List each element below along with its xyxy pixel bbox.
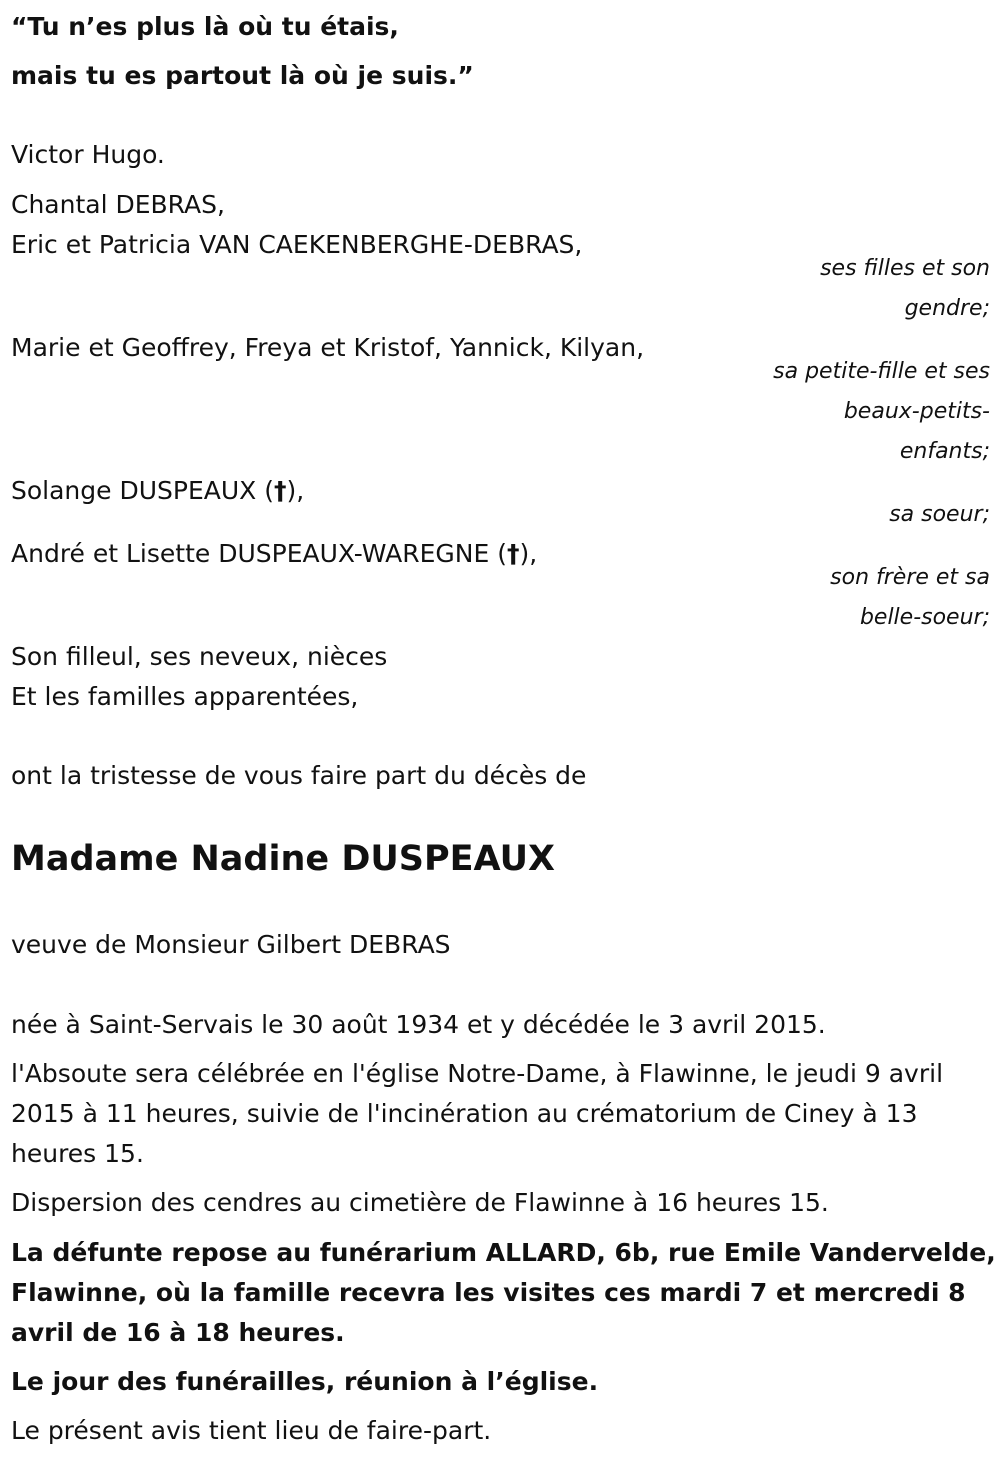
grandchildren-line: Marie et Geoffrey, Freya et Kristof, Yannick, Kilyan, — [11, 333, 645, 362]
widow-of: veuve de Monsieur Gilbert DEBRAS — [11, 930, 451, 959]
children-role-line-1: ses filles et son — [820, 256, 990, 281]
others-line-2: Et les familles apparentées, — [11, 682, 359, 711]
sister-tail: ), — [286, 476, 305, 505]
visits-line-1: La défunte repose au funérarium ALLARD, 6b, rue Emile Vandervelde, — [11, 1238, 996, 1267]
grandchildren-role-line-2: beaux-petits- — [843, 399, 990, 424]
quote-line-2: mais tu es partout là où je suis.” — [11, 61, 474, 90]
ceremony-line-2: 2015 à 11 heures, suivie de l'incinération au crématorium de Ciney à 13 — [11, 1099, 918, 1128]
announcement-intro: ont la tristesse de vous faire part du décès de — [11, 761, 587, 790]
cross-icon: † — [506, 539, 520, 568]
children-line-2: Eric et Patricia VAN CAEKENBERGHE-DEBRAS, — [11, 230, 583, 259]
brother-name: André et Lisette DUSPEAUX-WAREGNE ( — [11, 539, 507, 568]
quote-author: Victor Hugo. — [11, 140, 165, 169]
quote-line-1: “Tu n’es plus là où tu étais, — [11, 12, 399, 41]
cross-icon: † — [274, 476, 287, 505]
notice-line: Le présent avis tient lieu de faire-part. — [11, 1416, 492, 1445]
ceremony-line-3: heures 15. — [11, 1139, 144, 1168]
sister-name: Solange DUSPEAUX ( — [11, 476, 274, 505]
brother-role-line-1: son frère et sa — [830, 565, 990, 590]
visits-line-2: Flawinne, où la famille recevra les visites ces mardi 7 et mercredi 8 — [11, 1278, 966, 1307]
children-role-line-2: gendre; — [904, 296, 990, 321]
sister-role: sa soeur; — [889, 502, 990, 527]
brother-role-line-2: belle-soeur; — [859, 605, 990, 630]
deceased-name: Madame Nadine DUSPEAUX — [11, 839, 555, 879]
dispersion-line: Dispersion des cendres au cimetière de Flawinne à 16 heures 15. — [11, 1188, 829, 1217]
grandchildren-role-line-1: sa petite-fille et ses — [773, 359, 990, 384]
ceremony-line-1: l'Absoute sera célébrée en l'église Notre-Dame, à Flawinne, le jeudi 9 avril — [11, 1059, 944, 1088]
meeting-line: Le jour des funérailles, réunion à l’église. — [11, 1367, 599, 1396]
brother-line — [11, 534, 537, 574]
brother-tail: ), — [519, 539, 538, 568]
others-line-1: Son filleul, ses neveux, nièces — [11, 642, 388, 671]
visits-line-3: avril de 16 à 18 heures. — [11, 1318, 345, 1347]
grandchildren-role-line-3: enfants; — [899, 439, 990, 464]
sister-line — [11, 471, 304, 511]
birth-death-line: née à Saint-Servais le 30 août 1934 et y décédée le 3 avril 2015. — [11, 1010, 826, 1039]
children-line-1: Chantal DEBRAS, — [11, 190, 225, 219]
